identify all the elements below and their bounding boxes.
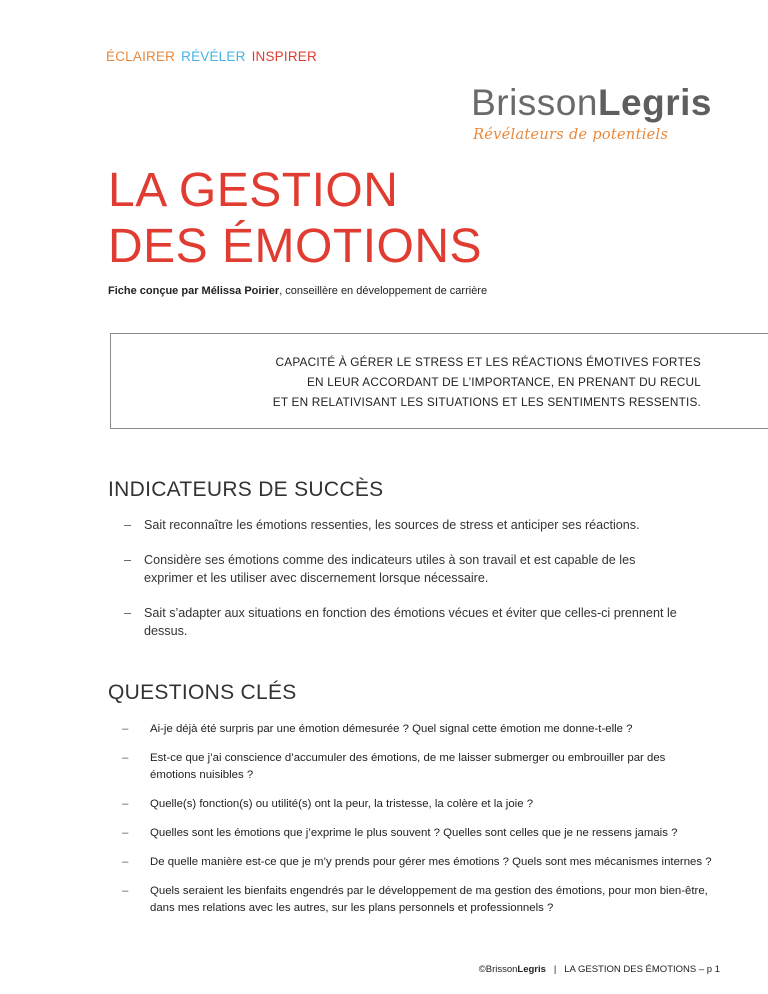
indicators-heading: INDICATEURS DE SUCCÈS — [108, 478, 384, 501]
definition-text — [273, 352, 701, 412]
list-item: – Quelles sont les émotions que j’exprime le plus souvent ? Quelles sont celles que je ne ressens jamais ? — [124, 825, 714, 842]
definition-box — [110, 333, 768, 429]
author-line — [108, 285, 487, 297]
questions-list — [124, 721, 714, 929]
tagline-inspirer: INSPIRER — [251, 49, 317, 64]
author-name: Fiche conçue par Mélissa Poirier — [108, 285, 280, 297]
indicators-list — [124, 516, 684, 657]
footer-brand: ©BrissonLegris — [478, 964, 546, 975]
list-item: – Ai-je déjà été surpris par une émotion démesurée ? Quel signal cette émotion me donne-t-elle ? — [124, 721, 714, 738]
title-line-2: DES ÉMOTIONS — [108, 220, 483, 273]
dash-bullet: – — [122, 885, 129, 897]
list-item: – Considère ses émotions comme des indicateurs utiles à son travail et est capable de les exprimer et les utiliser avec discernement lorsque nécessaire. — [124, 553, 636, 585]
questions-heading: QUESTIONS CLÉS — [108, 681, 297, 704]
logo-word-light: Brisson — [471, 82, 598, 123]
dash-bullet: – — [122, 798, 129, 810]
title-line-1: LA GESTION — [108, 164, 399, 217]
list-item: – Quelle(s) fonction(s) ou utilité(s) ont la peur, la tristesse, la colère et la joie ? — [124, 796, 714, 813]
list-item: – De quelle manière est-ce que je m’y prends pour gérer mes émotions ? Quels sont mes mécanismes internes ? — [124, 854, 714, 871]
logo-word-bold: Legris — [597, 82, 712, 123]
definition-line: ET EN RELATIVISANT LES SITUATIONS ET LES SENTIMENTS RESSENTIS. — [272, 395, 701, 409]
logo-wordmark — [471, 84, 712, 121]
dash-bullet: – — [122, 827, 129, 839]
dash-bullet: – — [124, 606, 132, 620]
footer-separator: | — [553, 964, 557, 975]
brisson-legris-logo — [471, 84, 712, 143]
definition-line: CAPACITÉ À GÉRER LE STRESS ET LES RÉACTIONS ÉMOTIVES FORTES — [275, 355, 701, 369]
list-item: – Sait reconnaître les émotions ressenties, les sources de stress et anticiper ses réactions. — [124, 518, 640, 532]
document-title — [108, 163, 482, 275]
list-item: – Est-ce que j’ai conscience d’accumuler des émotions, de me laisser submerger ou embrouiller par des émotions nuisibles ? — [122, 752, 666, 781]
definition-line: EN LEUR ACCORDANT DE L’IMPORTANCE, EN PRENANT DU RECUL — [306, 375, 701, 389]
logo-subtitle: Révélateurs de potentiels — [473, 127, 669, 143]
tagline-eclairer: ÉCLAIRER — [106, 49, 176, 64]
dash-bullet: – — [124, 518, 132, 532]
dash-bullet: – — [122, 752, 129, 764]
dash-bullet: – — [122, 856, 129, 868]
list-item: – Quels seraient les bienfaits engendrés par le développement de ma gestion des émotions, pour mon bien-être, dans mes relations avec les autres, sur les plans personnels et professionnels ? — [122, 885, 708, 914]
author-role: , conseillère en développement de carrière — [279, 285, 488, 297]
dash-bullet: – — [124, 553, 132, 567]
tagline — [106, 49, 323, 64]
footer-page-label: LA GESTION DES ÉMOTIONS – p 1 — [564, 964, 720, 975]
list-item: – Sait s’adapter aux situations en fonction des émotions vécues et éviter que celles-ci prennent le dessus. — [124, 606, 677, 638]
tagline-reveler: RÉVÉLER — [181, 49, 246, 64]
dash-bullet: – — [122, 723, 129, 735]
page-footer — [479, 964, 720, 975]
